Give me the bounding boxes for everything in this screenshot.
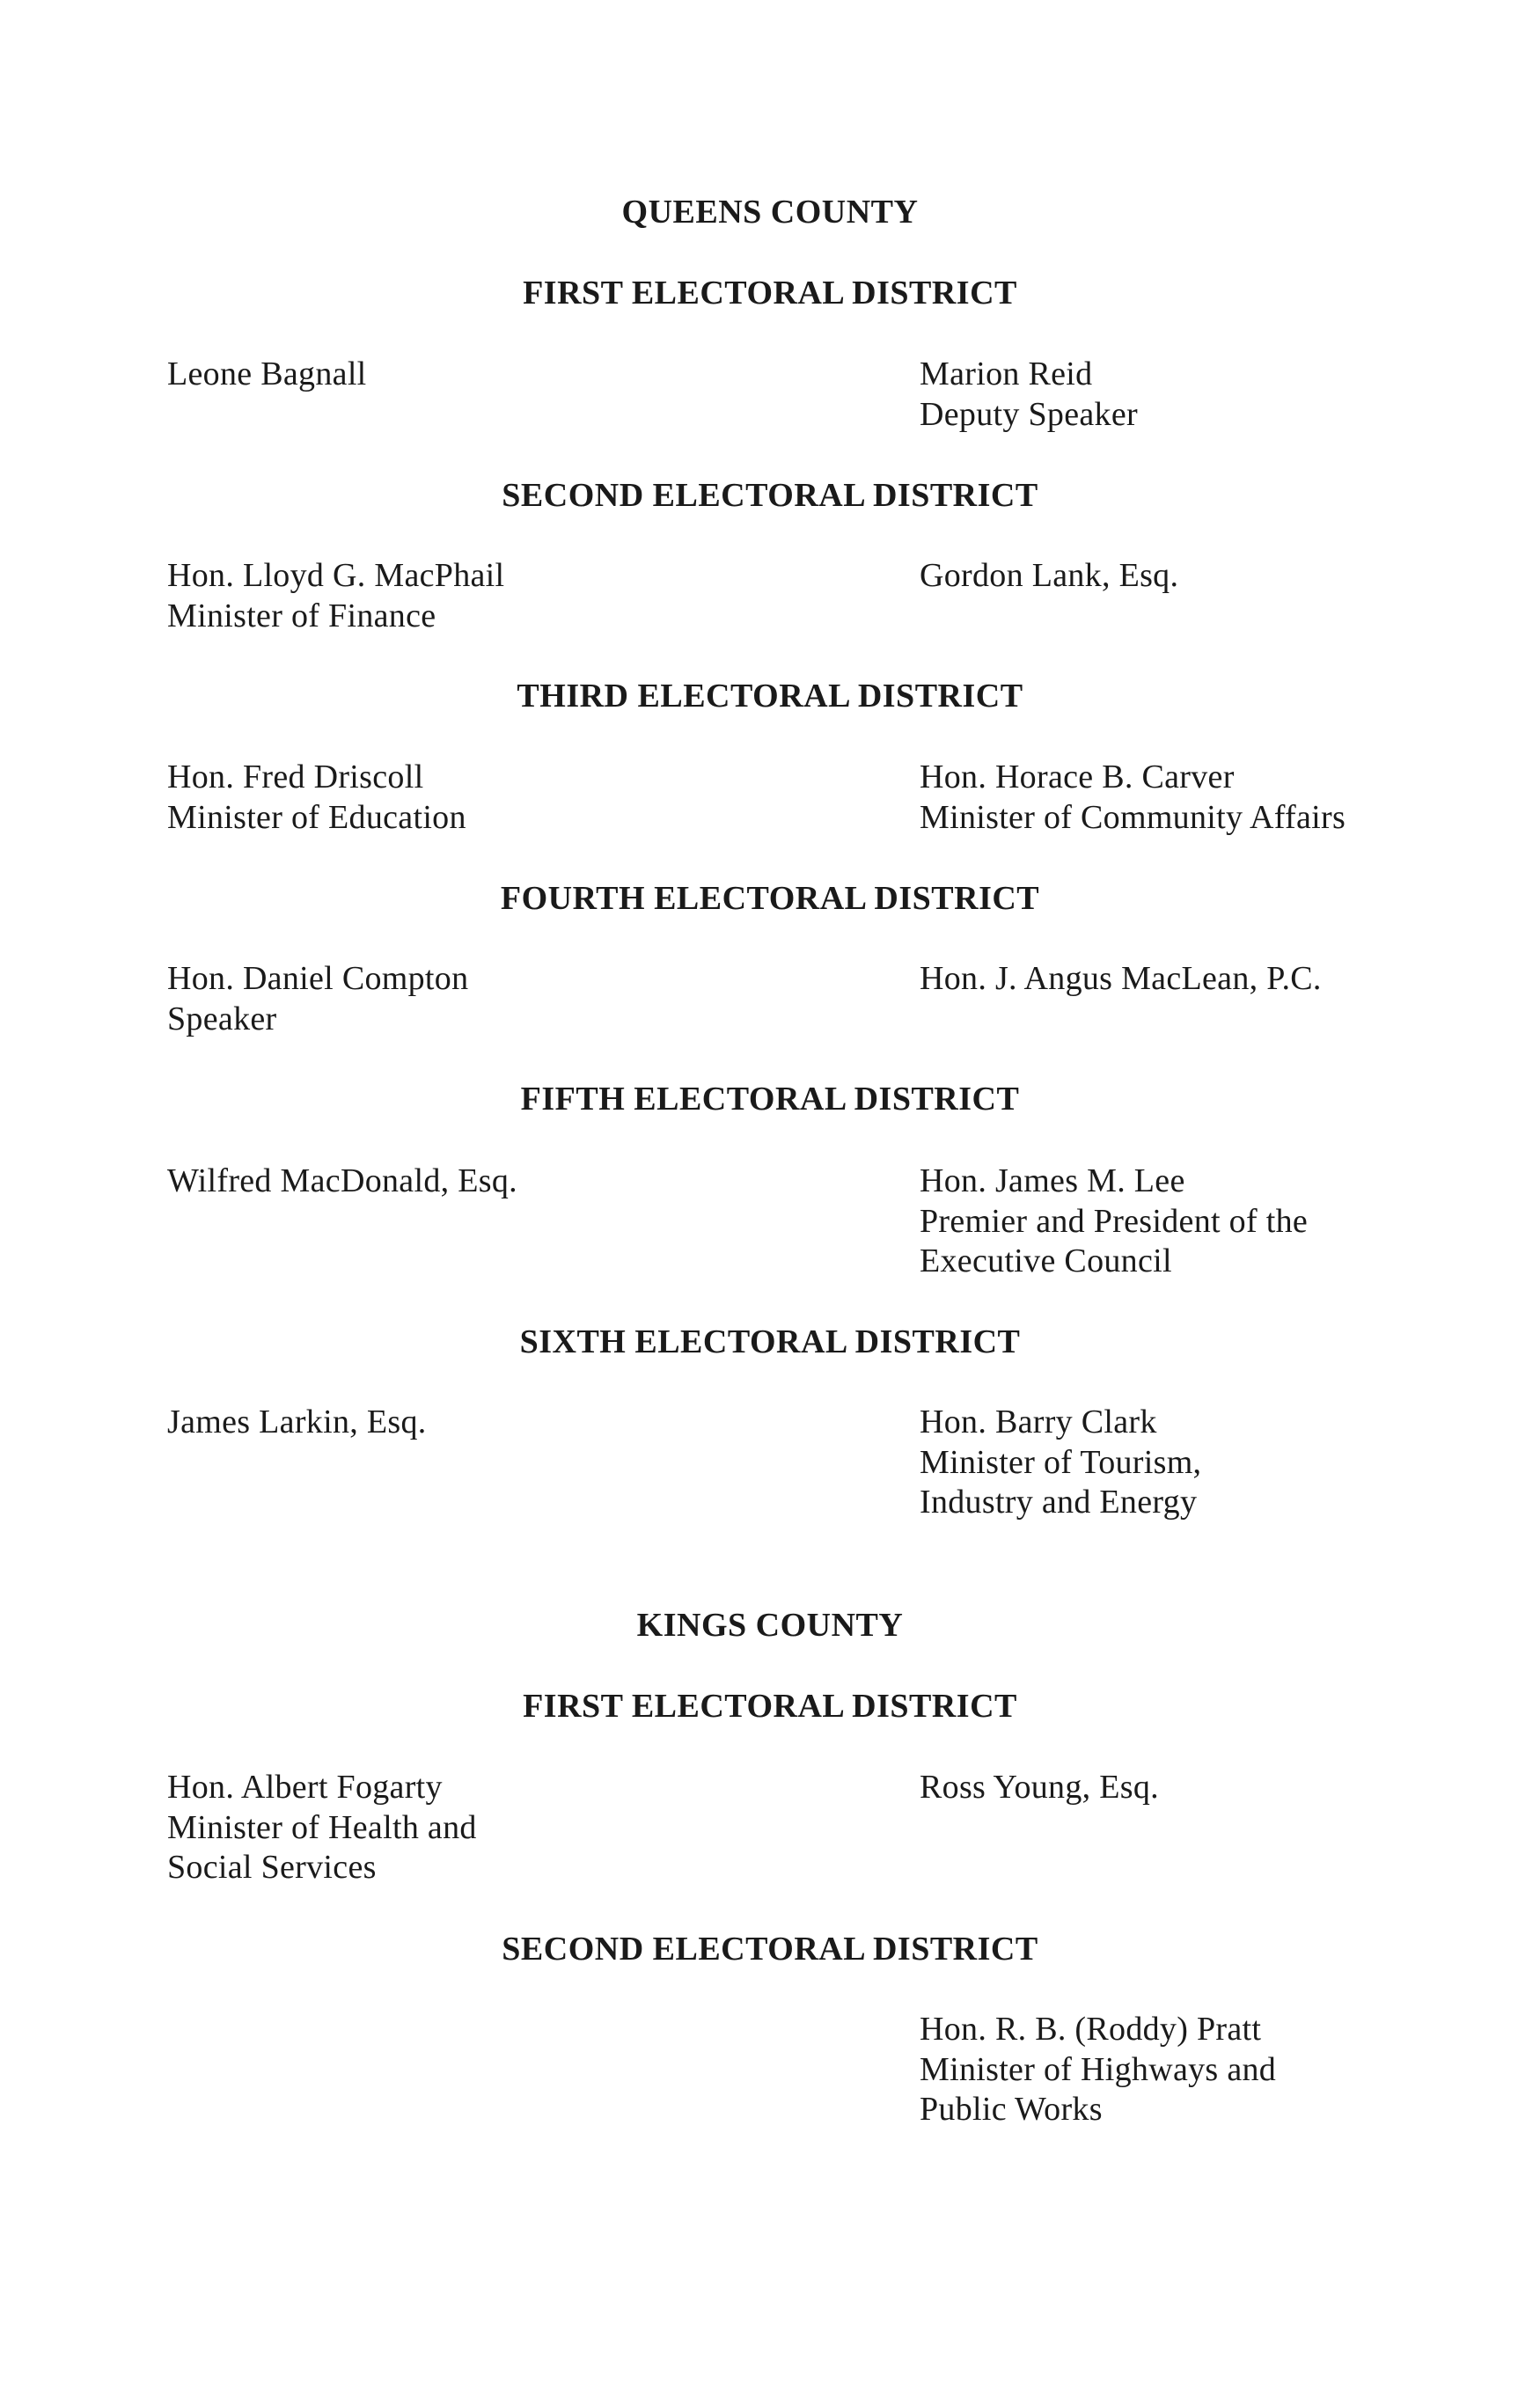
member-name: Hon. Daniel Compton [167, 960, 469, 997]
county-title-queens: QUEENS COUNTY [621, 194, 919, 231]
member-title: Public Works [920, 2091, 1103, 2128]
member-name: Hon. J. Angus MacLean, P.C. [920, 960, 1322, 997]
member-queens-2-left [167, 556, 504, 636]
member-name: Hon. Barry Clark [920, 1404, 1157, 1440]
member-name: Hon. Lloyd G. MacPhail [167, 557, 505, 594]
member-queens-2-right [920, 556, 1178, 597]
member-name: Hon. Albert Fogarty [167, 1769, 443, 1806]
member-title: Speaker [167, 1000, 277, 1037]
member-title: Minister of Tourism, [920, 1443, 1202, 1481]
member-name: Gordon Lank, Esq. [920, 557, 1179, 594]
district-heading-queens-2: SECOND ELECTORAL DISTRICT [502, 477, 1038, 514]
member-name: Wilfred MacDonald, Esq. [167, 1162, 517, 1199]
member-queens-6-right [920, 1403, 1201, 1523]
member-kings-1-right [920, 1768, 1159, 1808]
member-name: Hon. Fred Driscoll [167, 759, 424, 795]
member-kings-1-left [167, 1768, 477, 1888]
member-queens-4-left [167, 959, 468, 1039]
member-title: Minister of Finance [167, 597, 436, 634]
county-title-kings: KINGS COUNTY [636, 1607, 904, 1644]
district-heading-kings-1: FIRST ELECTORAL DISTRICT [523, 1688, 1017, 1725]
district-heading-queens-3: THIRD ELECTORAL DISTRICT [517, 678, 1023, 715]
member-title: Minister of Community Affairs [920, 798, 1346, 836]
member-title: Deputy Speaker [920, 395, 1138, 433]
member-queens-4-right [920, 959, 1322, 1000]
member-title: Industry and Energy [920, 1484, 1198, 1521]
member-queens-1-left [167, 355, 367, 395]
member-name: Hon. R. B. (Roddy) Pratt [920, 2011, 1262, 2048]
district-heading-kings-2: SECOND ELECTORAL DISTRICT [502, 1931, 1038, 1968]
member-title: Minister of Health and [167, 1808, 477, 1846]
member-queens-5-left [167, 1162, 517, 1202]
member-queens-6-left [167, 1403, 427, 1443]
member-title: Premier and President of the [920, 1202, 1309, 1240]
member-title: Minister of Education [167, 798, 466, 836]
district-heading-queens-1: FIRST ELECTORAL DISTRICT [523, 275, 1017, 311]
member-name: Hon. James M. Lee [920, 1162, 1185, 1199]
member-queens-1-right [920, 355, 1138, 435]
member-queens-3-right [920, 758, 1346, 838]
member-title: Social Services [167, 1849, 377, 1886]
member-name: Marion Reid [920, 355, 1093, 392]
member-title: Executive Council [920, 1242, 1172, 1279]
member-name: Hon. Horace B. Carver [920, 759, 1235, 795]
member-title: Minister of Highways and [920, 2050, 1277, 2088]
district-heading-queens-4: FOURTH ELECTORAL DISTRICT [500, 880, 1040, 917]
district-heading-queens-6: SIXTH ELECTORAL DISTRICT [519, 1323, 1021, 1360]
district-heading-queens-5: FIFTH ELECTORAL DISTRICT [520, 1081, 1020, 1118]
member-kings-2-right [920, 2010, 1276, 2130]
member-queens-3-left [167, 758, 466, 838]
member-name: Leone Bagnall [167, 355, 367, 392]
member-name: Ross Young, Esq. [920, 1769, 1159, 1806]
member-queens-5-right [920, 1162, 1308, 1282]
member-name: James Larkin, Esq. [167, 1404, 427, 1440]
